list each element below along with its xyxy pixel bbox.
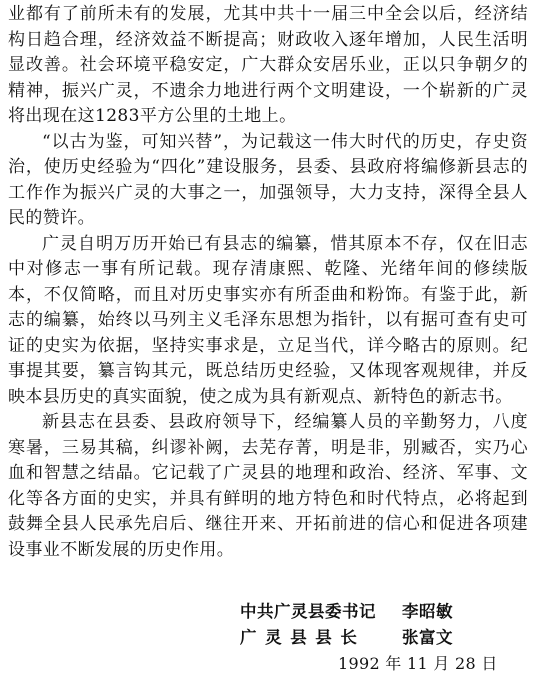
signatory-2-title: 广灵县县长 (240, 628, 366, 647)
signatory-2-name: 张富文 (402, 628, 453, 647)
signatory-1-title: 中共广灵县委书记 (240, 602, 376, 621)
paragraph-4: 新县志在县委、县政府领导下，经编纂人员的辛勤努力，八度寒暑，三易其稿，纠谬补阙，去芜存菁，明是非，别臧否，实乃心血和智慧之结晶。它记载了广灵县的地理和政治、经济、军事、文化等各方面的史实，并具有鲜明的地方特色和时代特点，必将起到鼓舞全县人民承先启后、继往开来、开拓前进的信心和促进各项建设事业不断发展的历史作用。 (8, 412, 528, 560)
paragraph-1: 业都有了前所未有的发展，尤其中共十一届三中全会以后，经济结构日趋合理，经济效益不断提高；财政收入逐年增加，人民生活明显改善。社会环境平稳安定，广大群众安居乐业，正以只争朝夕的精神，振兴广灵，不遗余力地进行两个文明建设，一个崭新的广灵将出现在这1283平方公里的土地上。 (8, 4, 528, 126)
signatory-1-name: 李昭敏 (402, 602, 453, 621)
paragraph-3: 广灵自明万历开始已有县志的编纂，惜其原本不存，仅在旧志中对修志一事有所记载。现存清康熙、乾隆、光绪年间的修续版本，不仅简略，而且对历史事实亦有所歪曲和粉饰。有鉴于此，新志的编纂，始终以马列主义毛泽东思想为指针，以有据可查有史可证的史实为依据，坚持实事求是，立足当代，详今略古的原则。纪事提其要，纂言钩其元，既总结历史经验，又体现客观规律，并反映本县历史的真实面貌，使之成为具有新观点、新特色的新志书。 (8, 233, 528, 407)
paragraph-2: “以古为鉴，可知兴替”，为记载这一伟大时代的历史，存史资治，使历史经验为“四化”建设服务，县委、县政府将编修新县志的工作作为振兴广灵的大事之一，加强领导，大力支持，深得全县人民的赞许。 (8, 131, 528, 228)
signature-date: 1992 年 11 月 28 日 (338, 654, 498, 673)
preface-body (8, 2, 528, 563)
